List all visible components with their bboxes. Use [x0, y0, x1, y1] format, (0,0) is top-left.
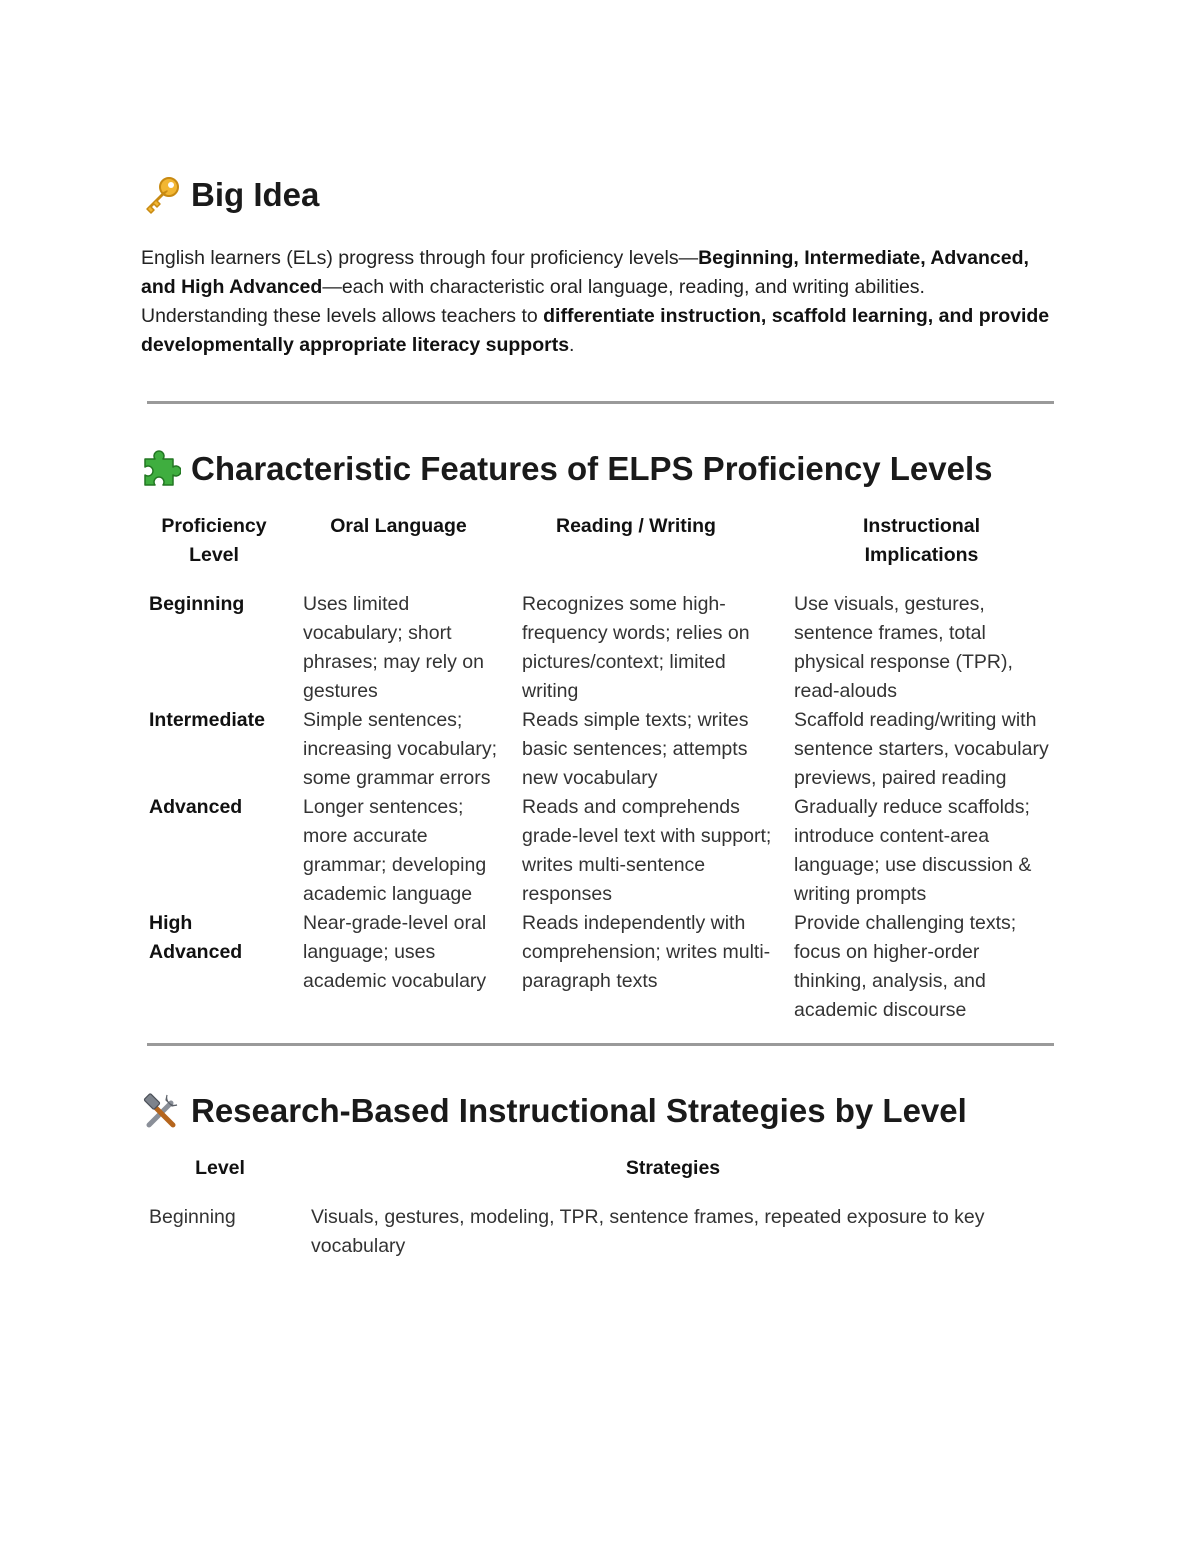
- strategies-title: Research-Based Instructional Strategies by Level: [191, 1092, 967, 1129]
- level-cell: Beginning: [149, 1206, 236, 1228]
- implications-cell: Gradually reduce scaffolds; introduce content-area language; use discussion & writing prompts: [794, 796, 1032, 905]
- big-idea-paragraph: [141, 244, 1055, 360]
- features-title: Characteristic Features of ELPS Proficiency Levels: [191, 450, 993, 487]
- oral-cell: Simple sentences; increasing vocabulary; some grammar errors: [303, 709, 498, 789]
- document-page: [141, 170, 1055, 1261]
- strategies-table: [149, 1154, 1049, 1261]
- reading-cell: Reads and comprehends grade-level text with support; writes multi-sentence responses: [522, 796, 772, 905]
- column-header: Reading / Writing: [556, 515, 716, 537]
- column-header: Instructional Implications: [862, 515, 980, 566]
- reading-cell: Recognizes some high-frequency words; relies on pictures/context; limited writing: [522, 593, 750, 702]
- table-row: [149, 909, 1049, 1025]
- section-divider: [147, 1043, 1054, 1046]
- implications-cell: Provide challenging texts; focus on higher-order thinking, analysis, and academic discourse: [794, 912, 1017, 1021]
- intro-text-2: —each with characteristic oral language, reading, and writing abilities. Understanding these levels allows teachers to: [141, 276, 925, 327]
- column-header: Strategies: [625, 1157, 721, 1179]
- intro-text-3: .: [569, 334, 575, 356]
- oral-cell: Uses limited vocabulary; short phrases; may rely on gestures: [303, 593, 484, 702]
- oral-cell: Near-grade-level oral language; uses academic vocabulary: [303, 912, 487, 992]
- level-cell: Beginning: [149, 593, 245, 615]
- column-header: Proficiency Level: [161, 515, 267, 566]
- proficiency-table: [149, 512, 1049, 1025]
- oral-cell: Longer sentences; more accurate grammar; developing academic language: [303, 796, 487, 905]
- intro-bold-2: differentiate instruction, scaffold learning, and provide developmentally appropriate literacy supports: [141, 305, 1050, 356]
- section-divider: [147, 401, 1054, 404]
- reading-cell: Reads independently with comprehension; writes multi-paragraph texts: [522, 912, 771, 992]
- puzzle-icon: [141, 449, 181, 489]
- big-idea-title: Big Idea: [191, 176, 320, 213]
- table-row: [149, 1183, 1049, 1261]
- level-cell: High Advanced: [149, 912, 243, 963]
- table-header-row: [149, 1154, 1049, 1183]
- features-heading: [141, 444, 1055, 494]
- implications-cell: Use visuals, gestures, sentence frames, total physical response (TPR), read-alouds: [794, 593, 1013, 702]
- level-cell: Advanced: [149, 796, 243, 818]
- column-header: Level: [195, 1157, 245, 1179]
- table-row: [149, 793, 1049, 909]
- strategies-cell: Visuals, gestures, modeling, TPR, sentence frames, repeated exposure to key vocabulary: [311, 1206, 985, 1257]
- column-header: Oral Language: [330, 515, 467, 537]
- table-row: [149, 570, 1049, 706]
- strategies-heading: [141, 1086, 1055, 1136]
- table-header-row: [149, 512, 1049, 570]
- big-idea-heading: [141, 170, 1055, 220]
- implications-cell: Scaffold reading/writing with sentence starters, vocabulary previews, paired reading: [794, 709, 1049, 789]
- level-cell: Intermediate: [149, 709, 265, 731]
- reading-cell: Reads simple texts; writes basic sentences; attempts new vocabulary: [522, 709, 749, 789]
- intro-bold-1: Beginning, Intermediate, Advanced, and High Advanced: [141, 247, 1029, 298]
- table-row: [149, 706, 1049, 793]
- key-icon: [141, 175, 181, 215]
- tools-icon: [141, 1091, 181, 1131]
- intro-text-1: English learners (ELs) progress through four proficiency levels—: [141, 247, 699, 269]
